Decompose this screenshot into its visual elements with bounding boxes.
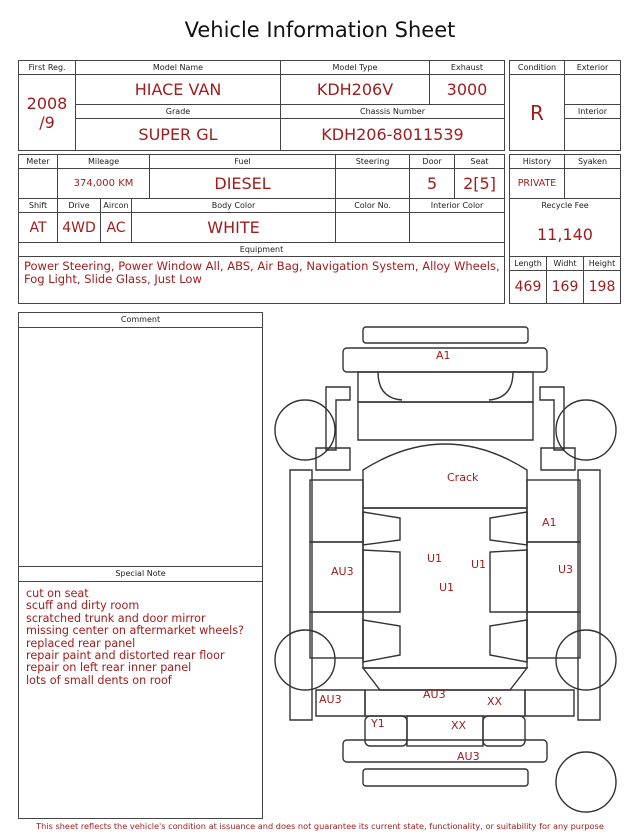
left-front-fender (326, 387, 350, 450)
special-note-label: Special Note (19, 567, 262, 582)
steering-label: Steering (336, 155, 410, 169)
body-color-value: WHITE (132, 213, 336, 243)
damage-right-front-door: A1 (542, 516, 557, 529)
fuel-label: Fuel (150, 155, 336, 169)
damage-roof-3: U1 (439, 581, 455, 594)
damage-rear-panel-1: AU3 (423, 688, 446, 701)
first-reg-label: First Reg. (19, 61, 76, 75)
exterior-label: Exterior (565, 61, 621, 75)
damage-rear-lower: XX (451, 719, 467, 732)
damage-rear-panel-2: XX (487, 695, 503, 708)
body-color-label: Body Color (132, 199, 336, 213)
chassis-value: KDH206-8011539 (281, 119, 505, 151)
height-value: 198 (584, 271, 621, 304)
right-rear-wheel (556, 630, 616, 690)
rear-window (363, 668, 527, 690)
damage-front-bumper: A1 (436, 349, 451, 362)
damage-rear-bumper: AU3 (457, 750, 480, 763)
note-item: lots of small dents on roof (26, 673, 172, 687)
exhaust-value: 3000 (430, 75, 505, 105)
door-label: Door (410, 155, 455, 169)
seat-value: 2[5] (455, 169, 505, 199)
chassis-label: Chassis Number (281, 105, 505, 119)
sheet-title: Vehicle Information Sheet (184, 18, 456, 42)
spare-wheel (556, 752, 616, 812)
history-value: PRIVATE (510, 169, 565, 199)
width-value: 169 (547, 271, 584, 304)
grade-value: SUPER GL (76, 119, 281, 151)
note-item: replaced rear panel (26, 636, 136, 650)
interior-color-label: Interior Color (410, 199, 505, 213)
meter-label: Meter (19, 155, 58, 169)
mileage-label: Mileage (58, 155, 150, 169)
exhaust-label: Exhaust (430, 61, 505, 75)
color-no-label: Color No. (336, 199, 410, 213)
left-mirror (316, 448, 350, 470)
length-value: 469 (510, 271, 547, 304)
rear-bumper (343, 740, 547, 762)
note-item: missing center on aftermarket wheels? (26, 624, 244, 638)
right-mirror (541, 448, 575, 470)
shift-label: Shift (19, 199, 58, 213)
seat-label: Seat (455, 155, 505, 169)
model-type-label: Model Type (281, 61, 430, 75)
right-rear-window (490, 620, 527, 662)
aircon-label: Aircon (101, 199, 132, 213)
damage-right-side: U3 (558, 563, 574, 576)
aircon-value: AC (101, 213, 132, 243)
length-label: Length (510, 257, 547, 271)
left-headlamp (378, 372, 402, 400)
condition-value: R (510, 75, 565, 151)
comment-label: Comment (19, 313, 262, 328)
damage-roof-1: U1 (427, 552, 443, 565)
front-top-bar (363, 327, 528, 343)
damage-rear-lamp-left: Y1 (371, 717, 385, 730)
model-name-value: HIACE VAN (76, 75, 281, 105)
grade-label: Grade (76, 105, 281, 119)
first-reg-year: 2008 (26, 93, 68, 113)
drive-label: Drive (58, 199, 101, 213)
note-item: scuff and dirty room (26, 599, 140, 613)
interior-label: Interior (565, 105, 621, 119)
left-rear-wheel (275, 630, 335, 690)
damage-left-rear: AU3 (319, 693, 342, 706)
note-item: cut on seat (26, 587, 89, 600)
right-front-window (490, 512, 527, 545)
hood-front (358, 372, 533, 402)
left-side-sill (290, 470, 312, 720)
equipment-value: Power Steering, Power Window All, ABS, Air Bag, Navigation System, Alloy Wheels, Fog Light, Slide Glass, Just Low (24, 259, 500, 286)
windshield (363, 444, 527, 508)
door-value: 5 (410, 169, 455, 199)
right-headlamp (489, 372, 513, 400)
mileage-value: 374,000 KM (58, 169, 150, 199)
shift-value: AT (19, 213, 58, 243)
rear-lower-panel (407, 716, 483, 746)
condition-label: Condition (510, 61, 565, 75)
model-type-value: KDH206V (281, 75, 430, 105)
syaken-label: Syaken (565, 155, 621, 169)
damage-roof-2: U1 (471, 558, 487, 571)
damage-left-side: AU3 (331, 565, 354, 578)
model-name-label: Model Name (76, 61, 281, 75)
history-label: History (510, 155, 565, 169)
first-reg-month: /9 (39, 112, 55, 132)
note-item: scratched trunk and door mirror (26, 611, 206, 625)
left-rear-window (363, 620, 400, 662)
recycle-fee-label: Recycle Fee (510, 199, 621, 213)
right-front-door (527, 480, 580, 542)
left-front-door (310, 480, 363, 542)
rear-step (363, 769, 528, 786)
right-side-window (490, 550, 527, 612)
note-item: repair paint and distorted rear floor (26, 649, 225, 663)
right-front-wheel (556, 400, 616, 460)
left-rear-quarter (310, 612, 363, 658)
right-rear-quarter (527, 612, 580, 658)
rear-lamp-right (483, 716, 525, 746)
disclaimer-footer: This sheet reflects the vehicle's condition at issuance and does not guarantee its current state, functionality, or suitability for any purpose (36, 821, 604, 831)
height-label: Height (584, 257, 621, 271)
drive-value: 4WD (58, 213, 101, 243)
left-side-window (363, 550, 400, 612)
right-slide-door (527, 542, 580, 612)
equipment-label: Equipment (19, 243, 505, 257)
right-side-sill (578, 470, 600, 720)
fuel-value: DIESEL (150, 169, 336, 199)
hood (358, 402, 533, 440)
width-label: Widht (547, 257, 584, 271)
recycle-fee-value: 11,140 (510, 213, 621, 257)
left-front-window (363, 512, 400, 545)
right-front-fender (540, 387, 564, 450)
right-rear-corner (525, 690, 574, 716)
note-item: repair on left rear inner panel (26, 661, 192, 675)
damage-windshield: Crack (447, 471, 479, 484)
